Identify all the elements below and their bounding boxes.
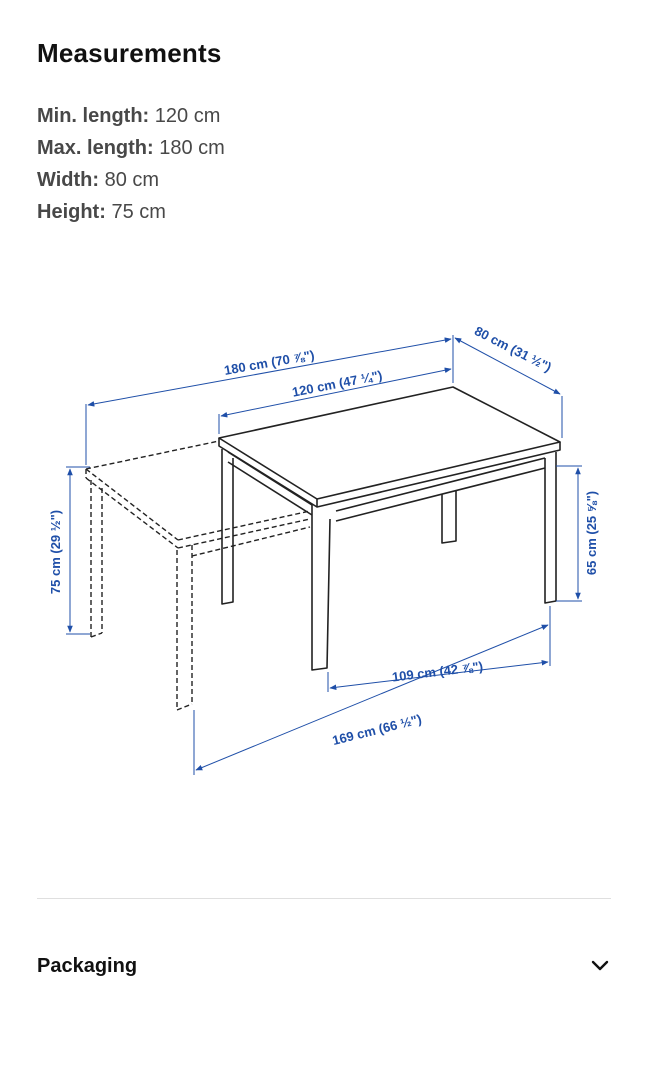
- spec-label: Width:: [37, 169, 100, 191]
- table-outline: [219, 387, 560, 670]
- dim-width-label: 80 cm (31 ½"): [472, 323, 554, 375]
- packaging-accordion[interactable]: [37, 938, 611, 994]
- spec-label: Max. length:: [37, 137, 154, 159]
- spec-width: [37, 164, 225, 196]
- dim-height-label: 75 cm (29 ½"): [48, 509, 63, 595]
- dimension-lines: [66, 335, 582, 775]
- dim-leg-span-long-label: 169 cm (66 ½"): [330, 711, 424, 748]
- dim-under-height-label: 65 cm (25 ⅝"): [584, 490, 599, 576]
- spec-value: 180 cm: [159, 137, 225, 159]
- spec-label: Height:: [37, 201, 106, 223]
- dim-max-length-label: 180 cm (70 ⅞"): [222, 347, 316, 378]
- spec-value: 80 cm: [104, 169, 160, 191]
- section-divider: [37, 898, 611, 899]
- spec-value: 120 cm: [154, 105, 221, 127]
- chevron-down-icon[interactable]: [589, 955, 611, 977]
- table-dimension-diagram: [0, 300, 648, 800]
- spec-max-length: [37, 132, 225, 164]
- chevron-up-icon[interactable]: [584, 0, 614, 4]
- accordion-label: Packaging: [37, 954, 138, 977]
- page-title: Measurements: [37, 38, 222, 68]
- spec-height: [37, 196, 225, 228]
- spec-min-length: [37, 100, 225, 132]
- dim-min-length-label: 120 cm (47 ¼"): [290, 367, 384, 400]
- dim-leg-span-short-label: 109 cm (42 ⅞"): [391, 658, 484, 685]
- spec-value: 75 cm: [111, 201, 166, 223]
- measurement-list: [37, 100, 225, 228]
- spec-label: Min. length:: [37, 105, 150, 127]
